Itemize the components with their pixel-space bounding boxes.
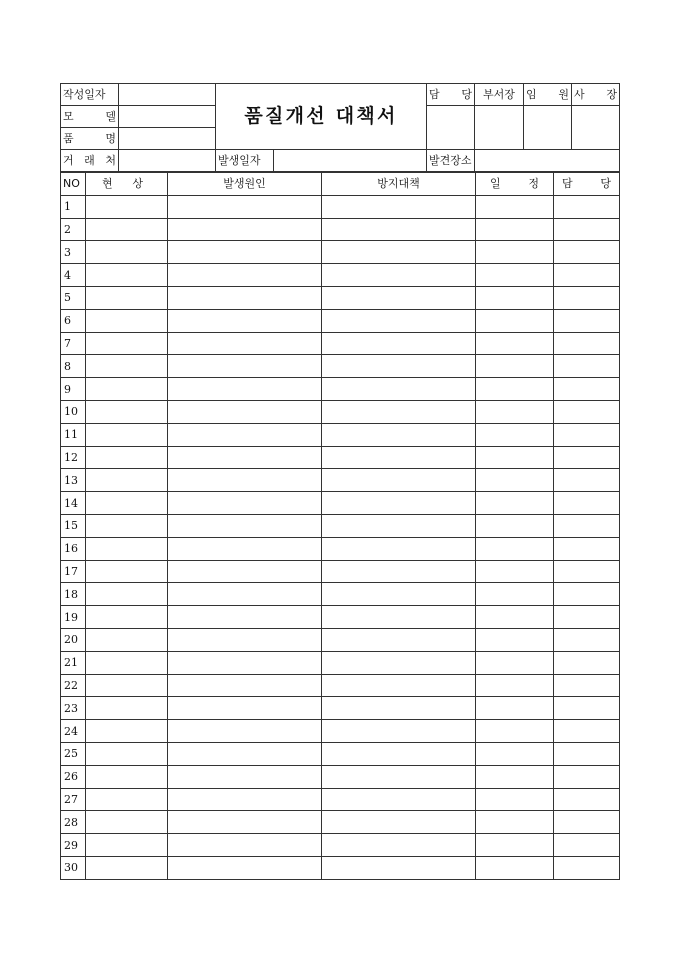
occurrence-date-field[interactable]: [274, 150, 427, 172]
table-row: [61, 446, 620, 469]
table-row: [61, 195, 620, 218]
countermeasure-cell[interactable]: [322, 537, 476, 560]
schedule-cell[interactable]: [476, 264, 554, 287]
countermeasure-cell[interactable]: [322, 697, 476, 720]
owner-cell[interactable]: [554, 811, 620, 834]
row-number: 6: [61, 309, 86, 332]
cause-cell[interactable]: [168, 606, 322, 629]
countermeasure-cell[interactable]: [322, 514, 476, 537]
countermeasure-cell[interactable]: [322, 651, 476, 674]
row-number: 12: [61, 446, 86, 469]
table-row: [61, 423, 620, 446]
approval-label-staff: 담 당: [427, 84, 475, 106]
row-number: 25: [61, 742, 86, 765]
symptom-cell[interactable]: [86, 195, 168, 218]
countermeasure-cell[interactable]: [322, 378, 476, 401]
owner-cell[interactable]: [554, 720, 620, 743]
cause-cell[interactable]: [168, 378, 322, 401]
model-label: 모 델: [61, 106, 119, 128]
symptom-cell[interactable]: [86, 834, 168, 857]
owner-cell[interactable]: [554, 674, 620, 697]
symptom-cell[interactable]: [86, 514, 168, 537]
row-number: 16: [61, 537, 86, 560]
table-row: [61, 628, 620, 651]
schedule-cell[interactable]: [476, 241, 554, 264]
owner-cell[interactable]: [554, 537, 620, 560]
row-number: 19: [61, 606, 86, 629]
cause-cell[interactable]: [168, 537, 322, 560]
countermeasure-cell[interactable]: [322, 811, 476, 834]
symptom-cell[interactable]: [86, 742, 168, 765]
cause-cell[interactable]: [168, 286, 322, 309]
document-title: 품질개선 대책서: [216, 84, 427, 150]
product-name-field[interactable]: [119, 128, 216, 150]
client-label: 거 래 처: [61, 150, 119, 172]
row-number: 8: [61, 355, 86, 378]
symptom-cell[interactable]: [86, 218, 168, 241]
row-number: 4: [61, 264, 86, 287]
table-row: [61, 834, 620, 857]
client-field[interactable]: [119, 150, 216, 172]
schedule-cell[interactable]: [476, 560, 554, 583]
countermeasure-cell[interactable]: [322, 241, 476, 264]
owner-cell[interactable]: [554, 856, 620, 879]
countermeasure-cell[interactable]: [322, 674, 476, 697]
cause-cell[interactable]: [168, 720, 322, 743]
schedule-cell[interactable]: [476, 765, 554, 788]
schedule-cell[interactable]: [476, 378, 554, 401]
cause-cell[interactable]: [168, 560, 322, 583]
schedule-cell[interactable]: [476, 583, 554, 606]
owner-cell[interactable]: [554, 241, 620, 264]
row-number: 20: [61, 628, 86, 651]
cause-cell[interactable]: [168, 628, 322, 651]
symptom-cell[interactable]: [86, 697, 168, 720]
table-row: [61, 218, 620, 241]
symptom-cell[interactable]: [86, 446, 168, 469]
schedule-cell[interactable]: [476, 788, 554, 811]
countermeasure-cell[interactable]: [322, 195, 476, 218]
cause-cell[interactable]: [168, 264, 322, 287]
countermeasure-cell[interactable]: [322, 720, 476, 743]
schedule-cell[interactable]: [476, 355, 554, 378]
column-header-cause: 발생원인: [168, 173, 322, 196]
symptom-cell[interactable]: [86, 765, 168, 788]
row-number: 14: [61, 492, 86, 515]
column-header-no: NO: [61, 173, 86, 196]
owner-cell[interactable]: [554, 332, 620, 355]
owner-cell[interactable]: [554, 583, 620, 606]
cause-cell[interactable]: [168, 674, 322, 697]
schedule-cell[interactable]: [476, 195, 554, 218]
table-row: [61, 332, 620, 355]
cause-cell[interactable]: [168, 446, 322, 469]
cause-cell[interactable]: [168, 309, 322, 332]
column-header-countermeasure: 방지대책: [322, 173, 476, 196]
table-row: [61, 309, 620, 332]
cause-cell[interactable]: [168, 332, 322, 355]
countermeasure-cell[interactable]: [322, 469, 476, 492]
approval-label-president: 사 장: [572, 84, 620, 106]
table-row: [61, 355, 620, 378]
table-row: [61, 765, 620, 788]
write-date-field[interactable]: [119, 84, 216, 106]
schedule-cell[interactable]: [476, 742, 554, 765]
countermeasure-cell[interactable]: [322, 834, 476, 857]
countermeasure-cell[interactable]: [322, 264, 476, 287]
table-row: [61, 583, 620, 606]
schedule-cell[interactable]: [476, 811, 554, 834]
schedule-cell[interactable]: [476, 514, 554, 537]
owner-cell[interactable]: [554, 492, 620, 515]
symptom-cell[interactable]: [86, 309, 168, 332]
column-header-schedule: 일 정: [476, 173, 554, 196]
row-number: 27: [61, 788, 86, 811]
owner-cell[interactable]: [554, 834, 620, 857]
cause-cell[interactable]: [168, 765, 322, 788]
countermeasure-cell[interactable]: [322, 218, 476, 241]
owner-cell[interactable]: [554, 378, 620, 401]
row-number: 29: [61, 834, 86, 857]
schedule-cell[interactable]: [476, 651, 554, 674]
countermeasure-cell[interactable]: [322, 355, 476, 378]
schedule-cell[interactable]: [476, 400, 554, 423]
cause-cell[interactable]: [168, 218, 322, 241]
schedule-cell[interactable]: [476, 537, 554, 560]
table-row: [61, 606, 620, 629]
countermeasure-cell[interactable]: [322, 309, 476, 332]
cause-cell[interactable]: [168, 697, 322, 720]
symptom-cell[interactable]: [86, 286, 168, 309]
row-number: 9: [61, 378, 86, 401]
row-number: 17: [61, 560, 86, 583]
symptom-cell[interactable]: [86, 628, 168, 651]
schedule-cell[interactable]: [476, 446, 554, 469]
approval-sign-dept-head[interactable]: [475, 106, 524, 150]
discovery-place-field[interactable]: [475, 150, 620, 172]
table-row: [61, 811, 620, 834]
countermeasure-cell[interactable]: [322, 583, 476, 606]
countermeasure-cell[interactable]: [322, 765, 476, 788]
owner-cell[interactable]: [554, 788, 620, 811]
write-date-label: 작성일자: [61, 84, 119, 106]
schedule-cell[interactable]: [476, 332, 554, 355]
countermeasure-cell[interactable]: [322, 560, 476, 583]
owner-cell[interactable]: [554, 355, 620, 378]
row-number: 28: [61, 811, 86, 834]
table-row: [61, 674, 620, 697]
owner-cell[interactable]: [554, 218, 620, 241]
schedule-cell[interactable]: [476, 309, 554, 332]
cause-cell[interactable]: [168, 788, 322, 811]
countermeasure-cell[interactable]: [322, 606, 476, 629]
owner-cell[interactable]: [554, 560, 620, 583]
symptom-cell[interactable]: [86, 355, 168, 378]
row-number: 5: [61, 286, 86, 309]
schedule-cell[interactable]: [476, 423, 554, 446]
header-table: [60, 83, 620, 172]
table-row: [61, 378, 620, 401]
row-number: 13: [61, 469, 86, 492]
symptom-cell[interactable]: [86, 583, 168, 606]
countermeasure-cell[interactable]: [322, 492, 476, 515]
table-row: [61, 720, 620, 743]
symptom-cell[interactable]: [86, 378, 168, 401]
table-row: [61, 264, 620, 287]
owner-cell[interactable]: [554, 309, 620, 332]
cause-cell[interactable]: [168, 355, 322, 378]
owner-cell[interactable]: [554, 264, 620, 287]
cause-cell[interactable]: [168, 400, 322, 423]
occurrence-date-label: 발생일자: [216, 150, 274, 172]
schedule-cell[interactable]: [476, 834, 554, 857]
row-number: 21: [61, 651, 86, 674]
table-row: [61, 742, 620, 765]
table-row: [61, 492, 620, 515]
schedule-cell[interactable]: [476, 628, 554, 651]
owner-cell[interactable]: [554, 286, 620, 309]
table-row: [61, 788, 620, 811]
row-number: 11: [61, 423, 86, 446]
cause-cell[interactable]: [168, 241, 322, 264]
countermeasure-cell[interactable]: [322, 332, 476, 355]
cause-cell[interactable]: [168, 514, 322, 537]
cause-cell[interactable]: [168, 492, 322, 515]
approval-label-dept-head: 부서장: [475, 84, 524, 106]
owner-cell[interactable]: [554, 697, 620, 720]
row-number: 24: [61, 720, 86, 743]
model-field[interactable]: [119, 106, 216, 128]
owner-cell[interactable]: [554, 400, 620, 423]
table-row: [61, 856, 620, 879]
symptom-cell[interactable]: [86, 469, 168, 492]
owner-cell[interactable]: [554, 628, 620, 651]
approval-sign-president[interactable]: [572, 106, 620, 150]
symptom-cell[interactable]: [86, 560, 168, 583]
symptom-cell[interactable]: [86, 856, 168, 879]
owner-cell[interactable]: [554, 469, 620, 492]
table-row: [61, 697, 620, 720]
symptom-cell[interactable]: [86, 264, 168, 287]
symptom-cell[interactable]: [86, 674, 168, 697]
table-row: [61, 537, 620, 560]
cause-cell[interactable]: [168, 811, 322, 834]
symptom-cell[interactable]: [86, 651, 168, 674]
countermeasure-cell[interactable]: [322, 742, 476, 765]
table-row: [61, 514, 620, 537]
schedule-cell[interactable]: [476, 286, 554, 309]
table-row: [61, 400, 620, 423]
symptom-cell[interactable]: [86, 423, 168, 446]
column-header-owner: 담 당: [554, 173, 620, 196]
symptom-cell[interactable]: [86, 537, 168, 560]
schedule-cell[interactable]: [476, 697, 554, 720]
owner-cell[interactable]: [554, 606, 620, 629]
cause-cell[interactable]: [168, 651, 322, 674]
countermeasure-cell[interactable]: [322, 856, 476, 879]
owner-cell[interactable]: [554, 742, 620, 765]
discovery-place-label: 발견장소: [427, 150, 475, 172]
approval-sign-executive[interactable]: [524, 106, 572, 150]
schedule-cell[interactable]: [476, 720, 554, 743]
countermeasure-cell[interactable]: [322, 423, 476, 446]
owner-cell[interactable]: [554, 195, 620, 218]
row-number: 15: [61, 514, 86, 537]
row-number: 1: [61, 195, 86, 218]
schedule-cell[interactable]: [476, 674, 554, 697]
row-number: 23: [61, 697, 86, 720]
schedule-cell[interactable]: [476, 218, 554, 241]
countermeasure-cell[interactable]: [322, 286, 476, 309]
table-row: [61, 560, 620, 583]
table-row: [61, 286, 620, 309]
cause-cell[interactable]: [168, 469, 322, 492]
table-header-row: [61, 173, 620, 196]
countermeasure-cell[interactable]: [322, 788, 476, 811]
approval-label-executive: 임 원: [524, 84, 572, 106]
cause-cell[interactable]: [168, 742, 322, 765]
row-number: 7: [61, 332, 86, 355]
symptom-cell[interactable]: [86, 720, 168, 743]
countermeasure-cell[interactable]: [322, 400, 476, 423]
owner-cell[interactable]: [554, 514, 620, 537]
product-name-label: 품 명: [61, 128, 119, 150]
schedule-cell[interactable]: [476, 492, 554, 515]
symptom-cell[interactable]: [86, 492, 168, 515]
schedule-cell[interactable]: [476, 856, 554, 879]
owner-cell[interactable]: [554, 651, 620, 674]
cause-cell[interactable]: [168, 856, 322, 879]
row-number: 30: [61, 856, 86, 879]
row-number: 10: [61, 400, 86, 423]
approval-sign-staff[interactable]: [427, 106, 475, 150]
owner-cell[interactable]: [554, 423, 620, 446]
schedule-cell[interactable]: [476, 469, 554, 492]
symptom-cell[interactable]: [86, 788, 168, 811]
symptom-cell[interactable]: [86, 400, 168, 423]
cause-cell[interactable]: [168, 423, 322, 446]
cause-cell[interactable]: [168, 195, 322, 218]
countermeasure-cell[interactable]: [322, 628, 476, 651]
table-row: [61, 469, 620, 492]
owner-cell[interactable]: [554, 765, 620, 788]
row-number: 26: [61, 765, 86, 788]
cause-cell[interactable]: [168, 583, 322, 606]
table-row: [61, 241, 620, 264]
row-number: 22: [61, 674, 86, 697]
table-row: [61, 651, 620, 674]
row-number: 2: [61, 218, 86, 241]
countermeasure-cell[interactable]: [322, 446, 476, 469]
symptom-cell[interactable]: [86, 241, 168, 264]
row-number: 3: [61, 241, 86, 264]
row-number: 18: [61, 583, 86, 606]
improvement-table: [60, 172, 620, 880]
symptom-cell[interactable]: [86, 606, 168, 629]
owner-cell[interactable]: [554, 446, 620, 469]
cause-cell[interactable]: [168, 834, 322, 857]
column-header-symptom: 현 상: [86, 173, 168, 196]
symptom-cell[interactable]: [86, 811, 168, 834]
schedule-cell[interactable]: [476, 606, 554, 629]
symptom-cell[interactable]: [86, 332, 168, 355]
